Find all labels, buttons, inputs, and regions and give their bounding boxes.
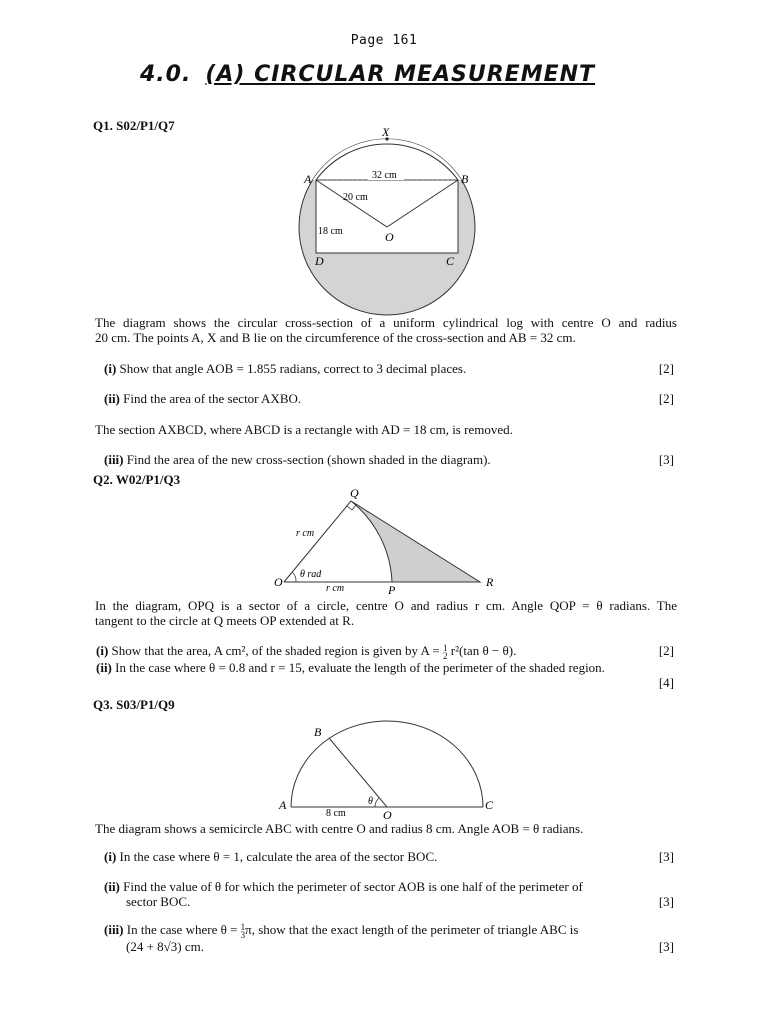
q1-part-i-num: (i): [104, 361, 117, 376]
q3-label-r: 8 cm: [326, 808, 346, 819]
page-number: Page 161: [350, 33, 418, 48]
q3-angle-arc: [375, 798, 379, 807]
q3-label-theta: θ: [368, 796, 373, 807]
q1-label-c: C: [446, 254, 455, 268]
q2-part-i-text-a: Show that the area, A cm², of the shaded region is given by A =: [111, 643, 440, 658]
q1-label-b: B: [461, 172, 469, 186]
q2-label-theta: θ rad: [300, 569, 322, 580]
q1-part-iii-mark: [3]: [658, 452, 674, 467]
q2-label-p: P: [388, 583, 396, 597]
q1-label-d: D: [315, 254, 324, 268]
q1-intro: [95, 315, 677, 345]
q2-diagram: [268, 486, 508, 598]
q2-label-r2: r cm: [326, 583, 345, 594]
q3-part-iii-line1: [104, 922, 674, 939]
q1-diagram: [280, 126, 500, 322]
q2-heading: Q2. W02/P1/Q3: [93, 472, 181, 487]
q3-part-iii-mark: [3]: [658, 939, 674, 955]
q3-intro: The diagram shows a semicircle ABC with centre O and radius 8 cm. Angle AOB = θ radians.: [95, 821, 584, 836]
q1-part-iii: [104, 452, 674, 467]
q2-label-r1: r cm: [296, 528, 315, 539]
q2-label-q: Q: [350, 486, 359, 500]
q3-frac-den: 3: [240, 930, 246, 941]
q1-part-iii-num: (iii): [104, 452, 124, 467]
page-title: [140, 62, 595, 87]
q2-part-ii: [96, 660, 674, 690]
q1-heading: Q1. S02/P1/Q7: [93, 118, 175, 133]
q1-part-i-text: Show that angle AOB = 1.855 radians, correct to 3 decimal places.: [119, 361, 467, 376]
q3-part-iii-text-b: π, show that the exact length of the perimeter of triangle ABC is: [245, 922, 579, 937]
q3-part-iii: [104, 922, 674, 954]
q2-part-ii-text: In the case where θ = 0.8 and r = 15, evaluate the length of the perimeter of the shaded region.: [115, 660, 605, 675]
q3-label-o: O: [383, 808, 392, 820]
q1-part-i-mark: [2]: [658, 361, 674, 376]
q2-part-i-num: (i): [96, 643, 109, 658]
q3-heading: Q3. S03/P1/Q9: [93, 697, 175, 712]
q2-part-i-text-b: r²(tan θ − θ).: [450, 643, 517, 658]
q1-part-ii-text: Find the area of the sector AXBO.: [123, 391, 302, 406]
q3-part-ii-text-b: sector BOC.: [126, 894, 191, 909]
q1-part-ii: [104, 391, 674, 406]
q1-intro-line2: 20 cm. The points A, X and B lie on the circumference of the cross-section and AB = 32 cm.: [95, 330, 576, 345]
q2-label-r: R: [486, 575, 494, 589]
q3-part-ii-line1: [104, 879, 674, 894]
q3-part-i-text: In the case where θ = 1, calculate the area of the sector BOC.: [119, 849, 438, 864]
q2-part-i-mark: [2]: [658, 643, 674, 658]
q1-label-a: A: [304, 172, 312, 186]
q3-part-i: [104, 849, 674, 864]
q3-radius-ob: [329, 738, 387, 807]
q2-intro-line2: tangent to the circle at Q meets OP extended at R.: [95, 613, 355, 628]
q3-part-iii-line2: [104, 939, 674, 954]
q2-part-ii-mark: [4]: [658, 675, 674, 690]
q3-part-iii-text-a: In the case where θ =: [126, 922, 238, 937]
q3-label-c: C: [485, 798, 494, 812]
q1-part-i: [104, 361, 674, 376]
title-main: (A) CIRCULAR MEASUREMENT: [205, 62, 596, 87]
q3-label-a: A: [279, 798, 287, 812]
q1-section: The section AXBCD, where ABCD is a rectangle with AD = 18 cm, is removed.: [95, 422, 513, 437]
q1-label-ab: 32 cm: [372, 170, 397, 181]
q1-intro-line1: The diagram shows the circular cross-section of a uniform cylindrical log with centre O and radius: [95, 315, 677, 330]
q3-part-ii: [104, 879, 674, 909]
q1-label-ao: 20 cm: [343, 192, 368, 203]
q3-frac-num: 1: [240, 922, 246, 933]
q3-part-ii-num: (ii): [104, 879, 120, 894]
q3-part-ii-text-a: Find the value of θ for which the perimeter of sector AOB is one half of the perimeter of: [123, 879, 583, 894]
q2-part-i: [96, 643, 674, 660]
q3-label-b: B: [314, 725, 322, 739]
q2-intro-line1: In the diagram, OPQ is a sector of a circle, centre O and radius r cm. Angle QOP = θ radians. The: [95, 598, 677, 613]
q2-right-angle: [347, 505, 356, 510]
q1-label-x: X: [382, 126, 390, 139]
q2-frac-den: 2: [443, 651, 448, 662]
title-prefix: 4.0.: [140, 62, 192, 87]
q3-part-ii-mark: [3]: [658, 894, 674, 909]
q2-label-o: O: [274, 575, 283, 589]
q1-part-ii-mark: [2]: [658, 391, 674, 406]
q2-angle-arc: [292, 572, 296, 582]
q1-label-o: O: [385, 230, 394, 244]
q1-part-iii-text: Find the area of the new cross-section (shown shaded in the diagram).: [126, 452, 491, 467]
q3-part-iii-num: (iii): [104, 922, 124, 937]
q2-shaded-region: [351, 501, 480, 582]
q3-part-ii-line2: [104, 894, 674, 909]
q3-part-i-mark: [3]: [658, 849, 674, 864]
q1-part-ii-num: (ii): [104, 391, 120, 406]
q3-diagram: [274, 716, 504, 820]
q3-part-iii-text-c: (24 + 8√3) cm.: [126, 939, 205, 955]
q2-frac-num: 1: [443, 643, 448, 654]
q2-fraction: [443, 644, 448, 660]
q2-part-ii-num: (ii): [96, 660, 112, 675]
q3-part-i-num: (i): [104, 849, 117, 864]
q2-intro: [95, 598, 677, 628]
q1-label-ad: 18 cm: [318, 226, 343, 237]
